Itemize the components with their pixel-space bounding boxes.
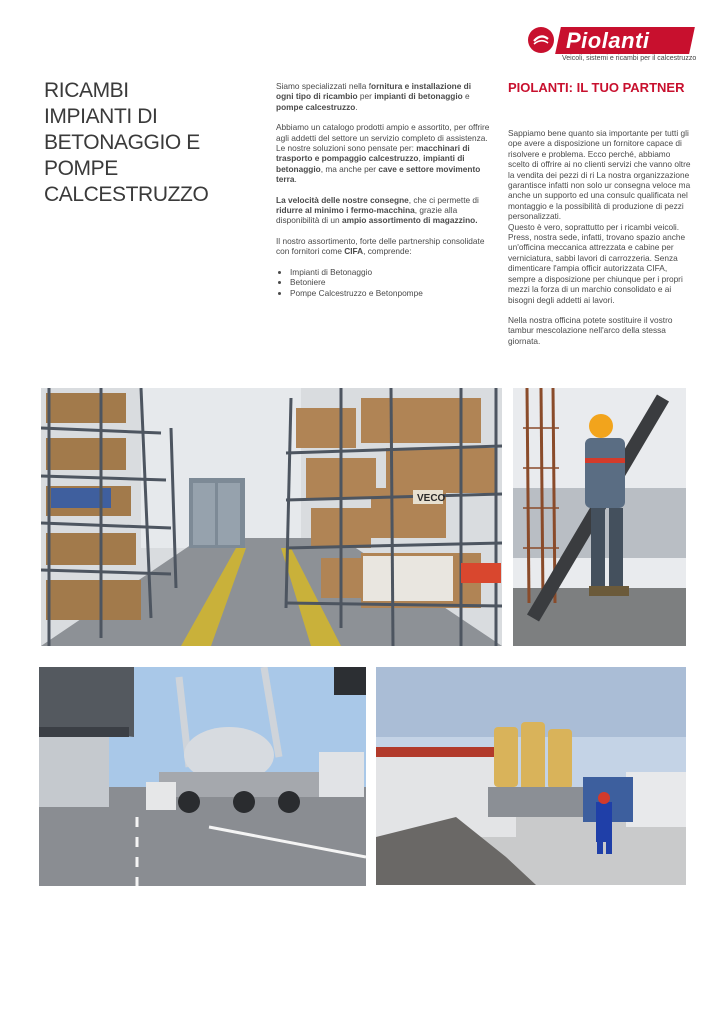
batching-plant-photo — [376, 667, 686, 885]
page-title — [44, 78, 254, 208]
partner-paragraph: Nella nostra officina potete sostituire il vostro tambur mescolazione nell'arco della stessa giornata. — [508, 314, 673, 346]
list-item: • Impianti di Betonaggio — [290, 267, 490, 277]
partner-column — [508, 128, 692, 356]
assortment-paragraph: Il nostro assortimento, forte delle partnership consolidate con fornitori come CIFA, comprende: — [276, 235, 485, 257]
intro-column — [276, 81, 490, 298]
catalog-paragraph: Abbiamo un catalogo prodotti ampio e assortito, per offrire agli addetti del settore un servizio completo di assistenza. Le nostre soluzioni sono pensate per: macchinari di trasporto e pompaggio calcestruzzo, impianti di betonaggio, ma anche per cave e settore movimento terra. — [276, 122, 490, 185]
title-line: POMPE — [44, 157, 118, 180]
warehouse-photo — [41, 388, 502, 646]
logo-brand: Piolanti — [566, 28, 650, 53]
partner-paragraph: Questo è vero, soprattutto per i ricambi veicoli. Press, nostra sede, infatti, trovano spazio anche un'officina meccanica attrezzata e cabine per verniciatura, sabbi lavori di carrozzeria. Senza dimenticare l'ampia officir autorizzata CIFA, sempre a disposizione per chiunque per i propri mezzi la forza di un marchio consolidato e ai bisogni degli addetti ai lavori. — [508, 221, 686, 305]
title-line: CALCESTRUZZO — [44, 183, 209, 206]
intro-paragraph: Siamo specializzati nella fornitura e installazione di ogni tipo di ricambio per impianti di betonaggio e pompe calcestruzzo. — [276, 81, 472, 112]
box-label: VECO — [417, 493, 446, 504]
logo-tagline: Veicoli, sistemi e ricambi per il calcestruzzo — [562, 55, 697, 62]
worker-photo — [513, 388, 686, 646]
title-line: RICAMBI — [44, 79, 129, 102]
title-line: BETONAGGIO E — [44, 131, 200, 154]
pump-truck-photo — [39, 667, 366, 886]
title-line: IMPIANTI DI — [44, 105, 158, 128]
list-item: • Betoniere — [290, 277, 490, 287]
logo-emblem-icon — [528, 27, 554, 53]
partner-paragraph: Sappiamo bene quanto sia importante per tutti gli ope avere a disposizione un fornitore capace di risolvere e problema. Ecco perché, abbiamo scelto di offrire ai no clienti servizi che vanno oltre la vendita dei pezzi di ri La nostra organizzazione garantisce infatti non solo ur consegna veloce ma anche un supporto ed una consulc qualificata nel montaggio e la possibilità di produzione di pezzi personalizzati. — [508, 128, 691, 222]
list-item: • Pompe Calcestruzzo e Betonpompe — [290, 288, 490, 298]
delivery-paragraph: La velocità delle nostre consegne, che ci permette di ridurre al minimo i fermo-macchina, grazie alla disponibilità di un ampio assortimento di magazzino. — [276, 194, 479, 226]
partner-heading: PIOLANTI: IL TUO PARTNER — [508, 80, 685, 95]
product-list — [276, 267, 490, 298]
